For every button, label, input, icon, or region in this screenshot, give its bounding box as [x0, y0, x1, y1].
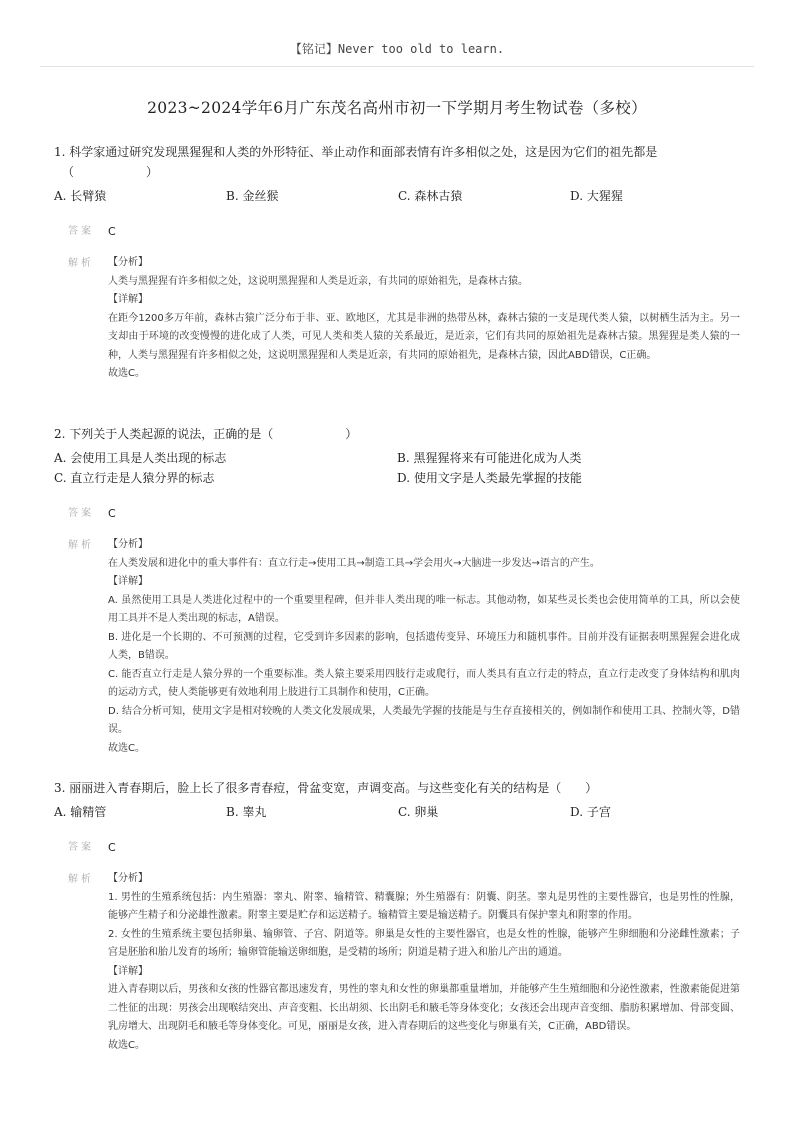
analysis-label: 解析 — [68, 540, 94, 551]
detail-heading: 【详解】 — [108, 576, 148, 587]
question-text: 2. 下列关于人类起源的说法，正确的是（ ） — [54, 427, 358, 441]
option-a[interactable]: A. 会使用工具是人类出现的标志 — [54, 451, 227, 465]
option-c[interactable]: C. 直立行走是人猿分界的标志 — [54, 471, 215, 485]
answer-value: C — [108, 841, 116, 854]
question-text: 1. 科学家通过研究发现黑猩猩和人类的外形特征、举止动作和面部表情有许多相似之处，这是因为它们的祖先都是 — [54, 145, 658, 159]
detail-option-b: B. 进化是一个长期的、不可预测的过程，它受到许多因素的影响，包括遗传变异、环境压力和随机事件。目前并没有证据表明黑猩猩会进化成人类，B错误。 — [108, 631, 740, 661]
header-divider — [40, 66, 754, 67]
answer-value: C — [108, 225, 116, 238]
options — [54, 448, 740, 488]
page-header-motto: 【铭记】Never too old to learn. — [289, 42, 505, 56]
analysis-heading: 【分析】 — [108, 257, 148, 268]
option-a[interactable]: A. 输精管 — [54, 805, 107, 819]
analysis-point-1: 1. 男性的生殖系统包括：内生殖器：睾丸、附睾、输精管、精囊腺；外生殖器有：阴囊、阴茎。睾丸是男性的主要性器官，也是男性的性腺，能够产生精子和分泌雄性激素。附睾主要是贮存和运送精子。输精管主要是输送精子。阴囊具有保护睾丸和附睾的作用。 — [108, 891, 740, 921]
option-d[interactable]: D. 子宫 — [570, 805, 611, 819]
analysis-body — [108, 254, 740, 384]
detail-heading: 【详解】 — [108, 965, 148, 977]
analysis-paragraph: 人类与黑猩猩有许多相似之处，这说明黑猩猩和人类是近亲，有共同的原始祖先，是森林古猿。 — [108, 275, 528, 287]
option-b[interactable]: B. 黑猩猩将来有可能进化成为人类 — [397, 451, 582, 465]
option-b[interactable]: B. 睾丸 — [226, 805, 267, 819]
answer-label: 答案 — [68, 226, 94, 237]
analysis-body — [108, 870, 740, 1055]
option-a[interactable]: A. 长臂猿 — [54, 189, 107, 203]
detail-option-a: A. 虽然使用工具是人类进化过程中的一个重要里程碑，但并非人类出现的唯一标志。其他动物，如某些灵长类也会使用简单的工具，所以会使用工具并不是人类出现的标志，A错误。 — [108, 594, 740, 624]
analysis-label: 解析 — [68, 258, 94, 269]
answer-row — [54, 222, 740, 242]
conclusion: 故选C。 — [108, 742, 145, 754]
options — [54, 802, 740, 822]
detail-heading: 【详解】 — [108, 294, 148, 305]
question-2 — [54, 424, 740, 758]
question-1 — [54, 142, 740, 384]
analysis-block — [54, 536, 740, 758]
answer-label: 答案 — [68, 842, 94, 853]
detail-paragraph: 在距今1200多万年前，森林古猿广泛分布于非、亚、欧地区，尤其是非洲的热带丛林，森林古猿的一支是现代类人猿，以树栖生活为主。另一支却由于环境的改变慢慢的进化成了人类，可见人类和类人猿的关系最近，是近亲，它们有共同的原始祖先是森林古猿。黑猩猩是类人猿的一种，人类与黑猩猩有许多相似之处，这说明黑猩猩和人类是近亲，有共同的原始祖先，是森林古猿，因此ABD错误，C正确。 — [108, 312, 740, 361]
option-d[interactable]: D. 使用文字是人类最先掌握的技能 — [397, 471, 582, 485]
question-stem — [54, 778, 740, 798]
option-d[interactable]: D. 大猩猩 — [570, 189, 623, 203]
detail-paragraph: 进入青春期以后，男孩和女孩的性器官都迅速发育，男性的睾丸和女性的卵巢都重量增加，并能够产生生殖细胞和分泌性激素，性激素能促进第二性征的出现：男孩会出现喉结突出、声音变粗、长出胡须、长出阴毛和腋毛等身体变化；女孩还会出现声音变细、脂肪积累增加、骨部变圆、乳房增大、出现阴毛和腋毛等身体变化。可见，丽丽是女孩，进入青春期后的这些变化与卵巢有关，C正确，ABD错误。 — [108, 984, 740, 1032]
detail-option-c: C. 能否直立行走是人猿分界的一个重要标准。类人猿主要采用四肢行走或爬行，而人类具有直立行走的特点，直立行走改变了身体结构和肌肉的运动方式，使人类能够更有效地利用上肢进行工具制作和使用，C正确。 — [108, 668, 740, 698]
answer-row — [54, 838, 740, 858]
analysis-paragraph: 在人类发展和进化中的重大事件有：直立行走→使用工具→制造工具→学会用火→大脑进一步发达→语言的产生。 — [108, 557, 600, 569]
option-c[interactable]: C. 森林古猿 — [398, 189, 463, 203]
analysis-heading: 【分析】 — [108, 539, 148, 550]
detail-option-d: D. 结合分析可知，使用文字是相对较晚的人类文化发展成果，人类最先学握的技能是与生存直接相关的，例如制作和使用工具、控制火等，D错误。 — [108, 705, 740, 735]
analysis-label: 解析 — [68, 874, 94, 885]
options — [54, 186, 740, 206]
answer-value: C — [108, 507, 116, 520]
answer-label: 答案 — [68, 508, 94, 519]
exam-title: 2023~2024学年6月广东茂名高州市初一下学期月考生物试卷（多校） — [147, 99, 647, 117]
answer-row — [54, 504, 740, 524]
analysis-point-2: 2. 女性的生殖系统主要包括卵巢、输卵管、子宫、阴道等。卵巢是女性的主要性器官，也是女性的性腺，能够产生卵细胞和分泌雌性激素；子宫是胚胎和胎儿发育的场所；输卵管能输送卵细胞，是受精的场所；阴道是精子进入和胎儿产出的通道。 — [108, 928, 740, 958]
analysis-body — [108, 536, 740, 758]
option-b[interactable]: B. 金丝猴 — [226, 189, 279, 203]
analysis-block — [54, 870, 740, 1055]
conclusion: 故选C。 — [108, 368, 145, 379]
conclusion: 故选C。 — [108, 1039, 145, 1051]
analysis-block — [54, 254, 740, 384]
analysis-heading: 【分析】 — [108, 873, 148, 884]
question-3 — [54, 778, 740, 1055]
option-c[interactable]: C. 卵巢 — [398, 805, 439, 819]
question-text: 3. 丽丽进入青春期后，脸上长了很多青春痘，骨盆变宽，声调变高。与这些变化有关的结构是（ ） — [54, 781, 598, 795]
question-stem — [54, 424, 740, 444]
question-stem — [54, 142, 740, 182]
answer-blank: （ ） — [62, 165, 159, 179]
